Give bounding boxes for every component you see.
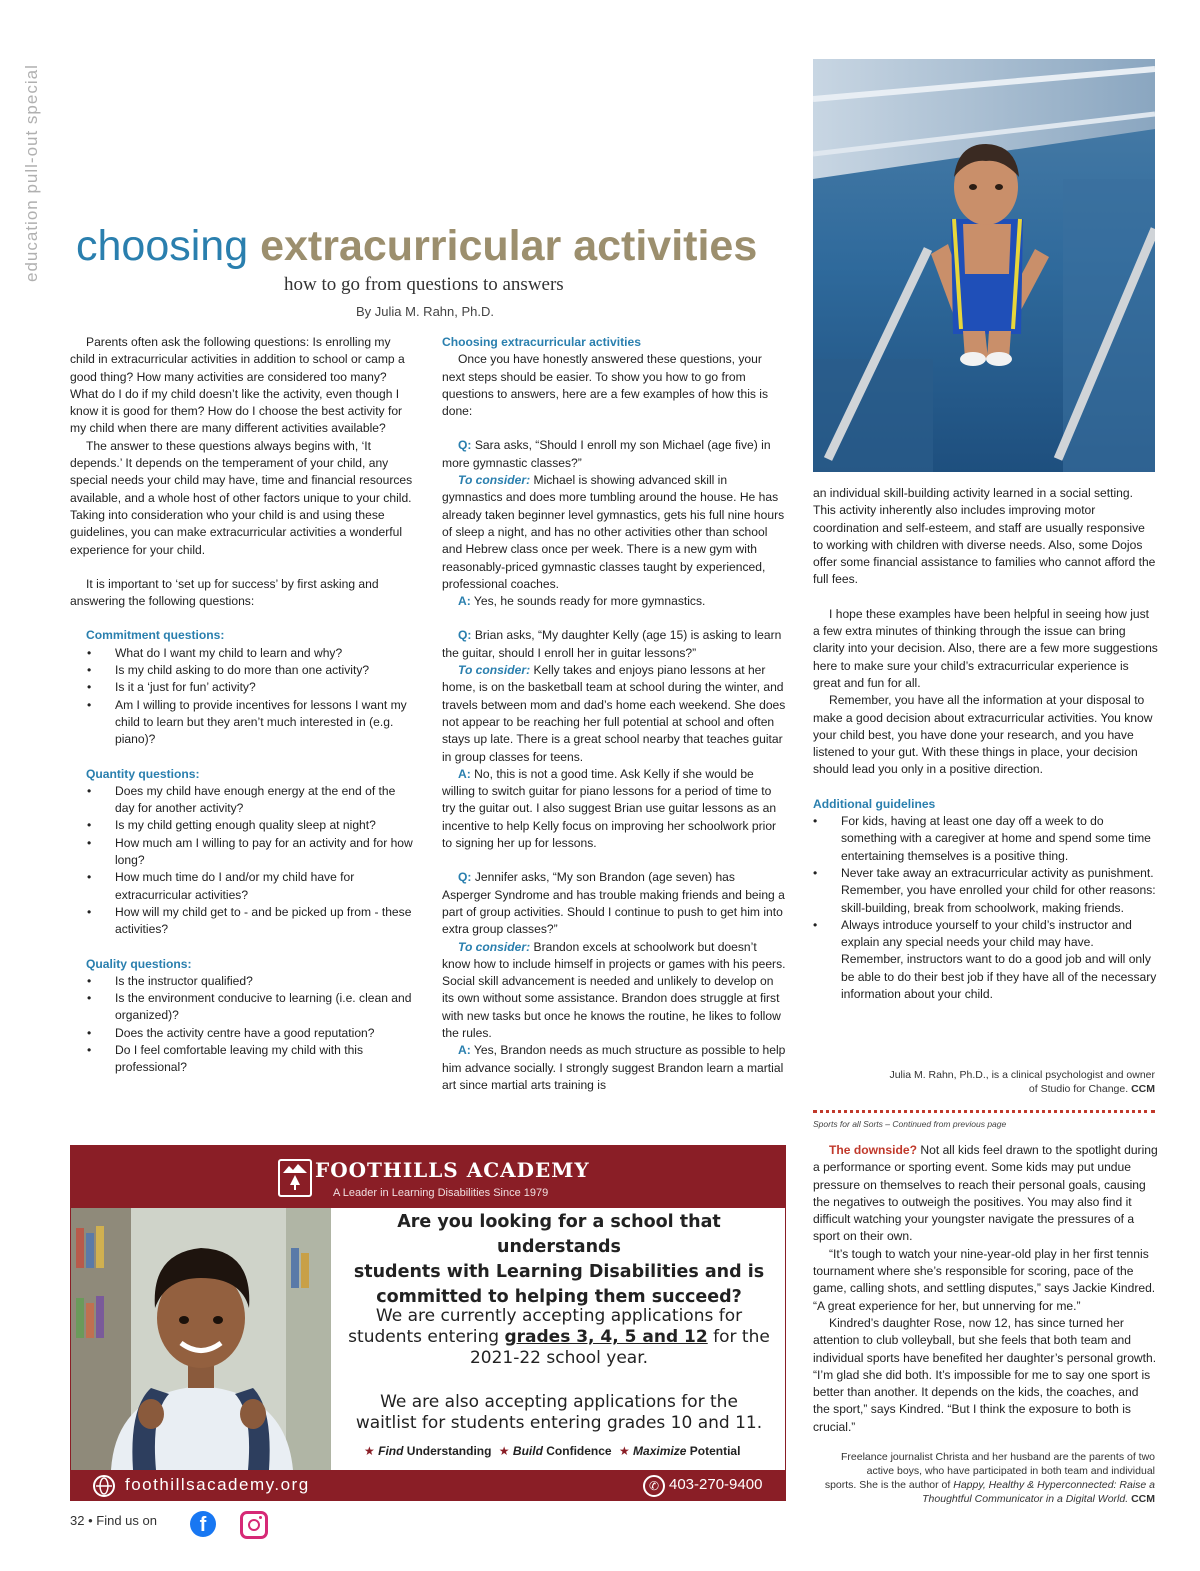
sports-paragraph-3: Kindred’s daughter Rose, now 12, has since turned her attention to club volleyball, but she feels that both team and individual sports have benefited her daughter’s personal growth. “I’m glad she did both. It’s impossible for me to say one sport is better than another. It depends on the kids, the coaches, and the sport,” says Kindred. “But I think the exposure to both is crucial.”: [813, 1315, 1157, 1434]
list-item: • Does the activity centre have a good reputation?: [70, 1025, 415, 1042]
q-label: Q:: [458, 628, 472, 643]
ad-body-2: [333, 1392, 785, 1434]
column-3: [813, 485, 1158, 1003]
body-text: for the: [713, 1327, 770, 1347]
question-2: [442, 627, 786, 662]
title-part-1: choosing: [76, 222, 249, 270]
list-item: • Does my child have enough energy at the end of the day for another activity?: [70, 783, 415, 818]
consider-text: Brandon excels at schoolwork but doesn’t know how to include himself in projects or games with his peers. Social skill advancement is needed and unlikely to develop on its own without some assistance. Brandon does struggle at first with new tasks but once he knows the routine, he likes to follow the rules.: [442, 939, 786, 1040]
body-line: We are also accepting applications for the: [380, 1392, 738, 1412]
page-footer: [70, 1513, 157, 1528]
slogan-word: Potential: [689, 1444, 741, 1458]
column-1: [70, 334, 415, 1077]
instagram-icon[interactable]: [240, 1511, 268, 1539]
consider-1: [442, 472, 786, 593]
intro-paragraph-3: It is important to ‘set up for success’ by first asking and answering the following questions:: [70, 576, 379, 609]
body-line: waitlist for students entering grades 10 and 11.: [355, 1413, 763, 1433]
list-item: • How will my child get to - and be picked up from - these activities?: [70, 904, 415, 939]
slogan-word: Build: [512, 1444, 543, 1458]
ad-header-band: [71, 1146, 785, 1208]
paragraph-text: Not all kids feel drawn to the spotlight during a performance or sporting event. Some kids may put undue pressure on themselves to reach their personal goals, causing the negatives to outweigh the positives. You may also find it difficult watching your youngster navigate the pressures of a sport on their own.: [813, 1143, 1158, 1244]
globe-icon: [93, 1475, 115, 1497]
quality-heading: Quality questions:: [86, 956, 192, 971]
list-item: • Is my child asking to do more than one activity?: [70, 662, 415, 679]
quantity-heading: Quantity questions:: [86, 766, 200, 781]
star-icon: ★: [618, 1444, 630, 1458]
foothills-academy-ad[interactable]: [70, 1145, 786, 1501]
headline-line: committed to helping them succeed?: [376, 1287, 742, 1307]
byline: By Julia M. Rahn, Ph.D.: [356, 304, 494, 319]
list-item: • Is the instructor qualified?: [70, 973, 415, 990]
gymnast-illustration: [813, 59, 1155, 472]
ad-headline: [333, 1210, 785, 1310]
q-label: Q:: [458, 870, 472, 885]
answer-text: Yes, Brandon needs as much structure as possible to help him advance socially. I strongly suggest Brandon learn a martial art since martial arts training is: [442, 1043, 786, 1092]
to-consider-label: To consider:: [458, 663, 531, 678]
choosing-paragraph: Once you have honestly answered these questions, your next steps should be easier. To show you how to go from questions to answers, here are a few examples of how this is done:: [442, 352, 769, 419]
col3-paragraph-2: I hope these examples have been helpful in seeing how just a few extra minutes of thinking through the issue can bring clarity into your decision. Also, there are a few more suggestions here to make sure your child’s extracurricular experience is great and fun for all.: [813, 606, 1158, 690]
additional-list: [796, 813, 1158, 1003]
question-text: Brian asks, “My daughter Kelly (age 15) is asking to learn the guitar, should I enroll her in guitar lessons?”: [442, 628, 782, 660]
col3-paragraph-3: Remember, you have all the information at your disposal to make a good decision about extracurricular activities. You know your child best, you have done your research, and you have listened to your gut. With these things in place, your decision should lead you only in a positive direction.: [813, 693, 1153, 777]
phone-number[interactable]: 403-270-9400: [669, 1476, 763, 1493]
answer-2: [442, 766, 786, 852]
list-item: • For kids, having at least one day off a week to do something with a caregiver at home and spend some time entertaining themselves is a positive thing.: [796, 813, 1158, 865]
question-text: Jennifer asks, “My son Brandon (age seven) has Asperger Syndrome and has trouble making friends and being a part of group activities. Should I continue to push to get him into extra group classes?”: [442, 870, 785, 937]
ccm-mark: CCM: [1131, 1083, 1155, 1095]
ccm-mark: CCM: [1131, 1493, 1155, 1505]
body-text: students entering: [348, 1327, 500, 1347]
slogan-word: Confidence: [546, 1444, 612, 1458]
star-icon: ★: [498, 1444, 510, 1458]
quality-list: [70, 973, 415, 1077]
footer-bullet: •: [88, 1513, 93, 1528]
list-item: • Am I willing to provide incentives for lessons I want my child to learn but they aren’t much interested in (e.g. piano)?: [70, 697, 415, 749]
answer-3: [442, 1042, 786, 1094]
student-photo: [71, 1208, 331, 1470]
slogan-word: Find: [378, 1444, 404, 1458]
academy-tagline: A Leader in Learning Disabilities Since 1979: [333, 1187, 549, 1199]
choosing-heading: Choosing extracurricular activities: [442, 335, 641, 349]
additional-heading: Additional guidelines: [813, 796, 936, 811]
credit-line: sports. She is the author of: [824, 1479, 951, 1491]
list-item: • How much am I willing to pay for an activity and for how long?: [70, 835, 415, 870]
downside-label: The downside?: [829, 1143, 918, 1157]
student-illustration: [71, 1208, 331, 1470]
section-label: education pull-out special: [22, 64, 41, 282]
slogan-word: Maximize: [633, 1444, 687, 1458]
list-item: • Is it a ‘just for fun’ activity?: [70, 679, 415, 696]
list-item: • Never take away an extracurricular activity as punishment. Remember, you have enrolled your child for other reasons: skill-building, break from schoolwork, making friends.: [796, 865, 1158, 917]
sports-credit: [813, 1450, 1155, 1506]
article-title: [76, 222, 757, 271]
answer-text: No, this is not a good time. Ask Kelly if she would be willing to switch guitar for piano lessons for a period of time to try the guitar out. I also suggest Brian use guitar lessons as an incentive to help Kelly focus on improving her schoolwork prior to signing her up for lessons.: [442, 766, 777, 851]
author-credit: [813, 1068, 1155, 1096]
sports-paragraph-1: [813, 1142, 1158, 1246]
column-2: [442, 334, 786, 1094]
list-item: • Do I feel comfortable leaving my child with this professional?: [70, 1042, 415, 1077]
ad-footer-band: [71, 1470, 785, 1500]
academy-name: FOOTHILLS ACADEMY: [315, 1158, 590, 1182]
consider-text: Michael is showing advanced skill in gymnastics and does more tumbling around the house. He has already taken beginner level gymnastics, gets his full nine hours of sleep a night, and has no other activities other than school and Hebrew class once per week. There is a new gym with reasonably-priced gymnastic classes taught by experienced, professional coaches.: [442, 473, 785, 591]
intro-paragraph-1: Parents often ask the following questions: Is enrolling my child in extracurricular activities in addition to school or camp a good thing? How many activities are considered too many? What do I do if my child doesn’t like the activity, even though I know it is good for them? How do I choose the best activity for my child when there are many different activities available?: [70, 335, 405, 436]
a-label: A:: [458, 1043, 471, 1058]
credit-line: Freelance journalist Christa and her husband are the parents of two: [840, 1451, 1155, 1463]
quantity-list: [70, 783, 415, 939]
a-label: A:: [458, 594, 471, 609]
section-divider: [813, 1110, 1155, 1113]
sports-column: [813, 1142, 1158, 1436]
list-item: • Is the environment conducive to learning (i.e. clean and organized)?: [70, 990, 415, 1025]
intro-paragraph-2: The answer to these questions always begins with, ‘It depends.’ It depends on the temperament of your child, any special needs your child may have, time and financial resources available, and a whole host of other factors unique to your child. Taking into consideration who your child is and using these guidelines, you can make extracurricular activities a wonderful experience for your child.: [70, 438, 413, 557]
credit-line: of Studio for Change.: [1028, 1083, 1129, 1095]
list-item: • Always introduce yourself to your child’s instructor and explain any special needs your child may have. Remember, instructors want to do a good job and will only be able to do their best job if they have all of the necessary information about your child.: [796, 917, 1158, 1003]
consider-text: Kelly takes and enjoys piano lessons at her home, is on the basketball team at school during the winter, and travels between mom and dad’s home each weekend. She does not appear to be reaching her full potential at school and often stays up late. There is a great school nearby that teaches guitar in group classes for teens.: [442, 663, 786, 764]
sports-paragraph-2: “It’s tough to watch your nine-year-old play in her first tennis tournament where she’s responsible for scoring, pace of the game, calling shots, and settling disputes,” says Jackie Kindred. “A great experience for her, but unnerving for me.”: [813, 1246, 1156, 1313]
body-line: 2021-22 school year.: [469, 1348, 649, 1368]
to-consider-label: To consider:: [458, 473, 531, 488]
credit-line: Julia M. Rahn, Ph.D., is a clinical psychologist and owner: [889, 1069, 1155, 1081]
article-subtitle: how to go from questions to answers: [284, 274, 564, 295]
question-3: [442, 869, 786, 938]
body-line: We are currently accepting applications for: [375, 1306, 743, 1326]
gymnast-photo: [813, 59, 1155, 472]
phone-icon: ✆: [643, 1475, 665, 1497]
list-item: • Is my child getting enough quality sleep at night?: [70, 817, 415, 834]
q-label: Q:: [458, 438, 472, 453]
question-text: Sara asks, “Should I enroll my son Michael (age five) in more gymnastic classes?”: [442, 438, 771, 470]
to-consider-label: To consider:: [458, 939, 531, 954]
continued-label: Sports for all Sorts – Continued from previous page: [813, 1119, 1007, 1129]
website-link[interactable]: foothillsacademy.org: [125, 1475, 310, 1494]
col3-paragraph-1: an individual skill-building activity learned in a social setting. This activity inherently also includes improving motor coordination and self-esteem, and staff are usually responsive to working with children with diverse needs. Also, some Dojos offer some financial assistance to families who cannot afford the full fees.: [813, 486, 1156, 587]
book-title: Thoughtful Communicator in a Digital World.: [922, 1493, 1129, 1505]
title-part-2: extracurricular activities: [260, 222, 758, 270]
credit-line: active boys, who have participated in both team and individual: [866, 1465, 1155, 1477]
page-number: 32: [70, 1513, 85, 1528]
question-1: [442, 437, 786, 472]
a-label: A:: [458, 766, 471, 781]
ad-body-1: [333, 1306, 785, 1369]
headline-line: Are you looking for a school that understands: [397, 1212, 721, 1257]
list-item: • What do I want my child to learn and why?: [70, 645, 415, 662]
book-title: Happy, Healthy & Hyperconnected: Raise a: [953, 1479, 1155, 1491]
list-item: • How much time do I and/or my child have for extracurricular activities?: [70, 869, 415, 904]
commitment-list: [70, 645, 415, 749]
grades-highlight: grades 3, 4, 5 and 12: [504, 1327, 708, 1347]
ad-slogan: [364, 1444, 784, 1458]
mountain-logo-icon: [278, 1159, 312, 1197]
answer-text: Yes, he sounds ready for more gymnastics.: [473, 594, 706, 609]
commitment-heading: Commitment questions:: [86, 628, 225, 643]
consider-2: [442, 662, 786, 766]
find-us-label: Find us on: [96, 1513, 157, 1528]
slogan-word: Understanding: [406, 1444, 492, 1458]
consider-3: [442, 939, 786, 1043]
facebook-icon[interactable]: f: [190, 1511, 216, 1537]
star-icon: ★: [364, 1444, 375, 1458]
headline-line: students with Learning Disabilities and is: [353, 1262, 765, 1282]
answer-1: [442, 593, 786, 610]
